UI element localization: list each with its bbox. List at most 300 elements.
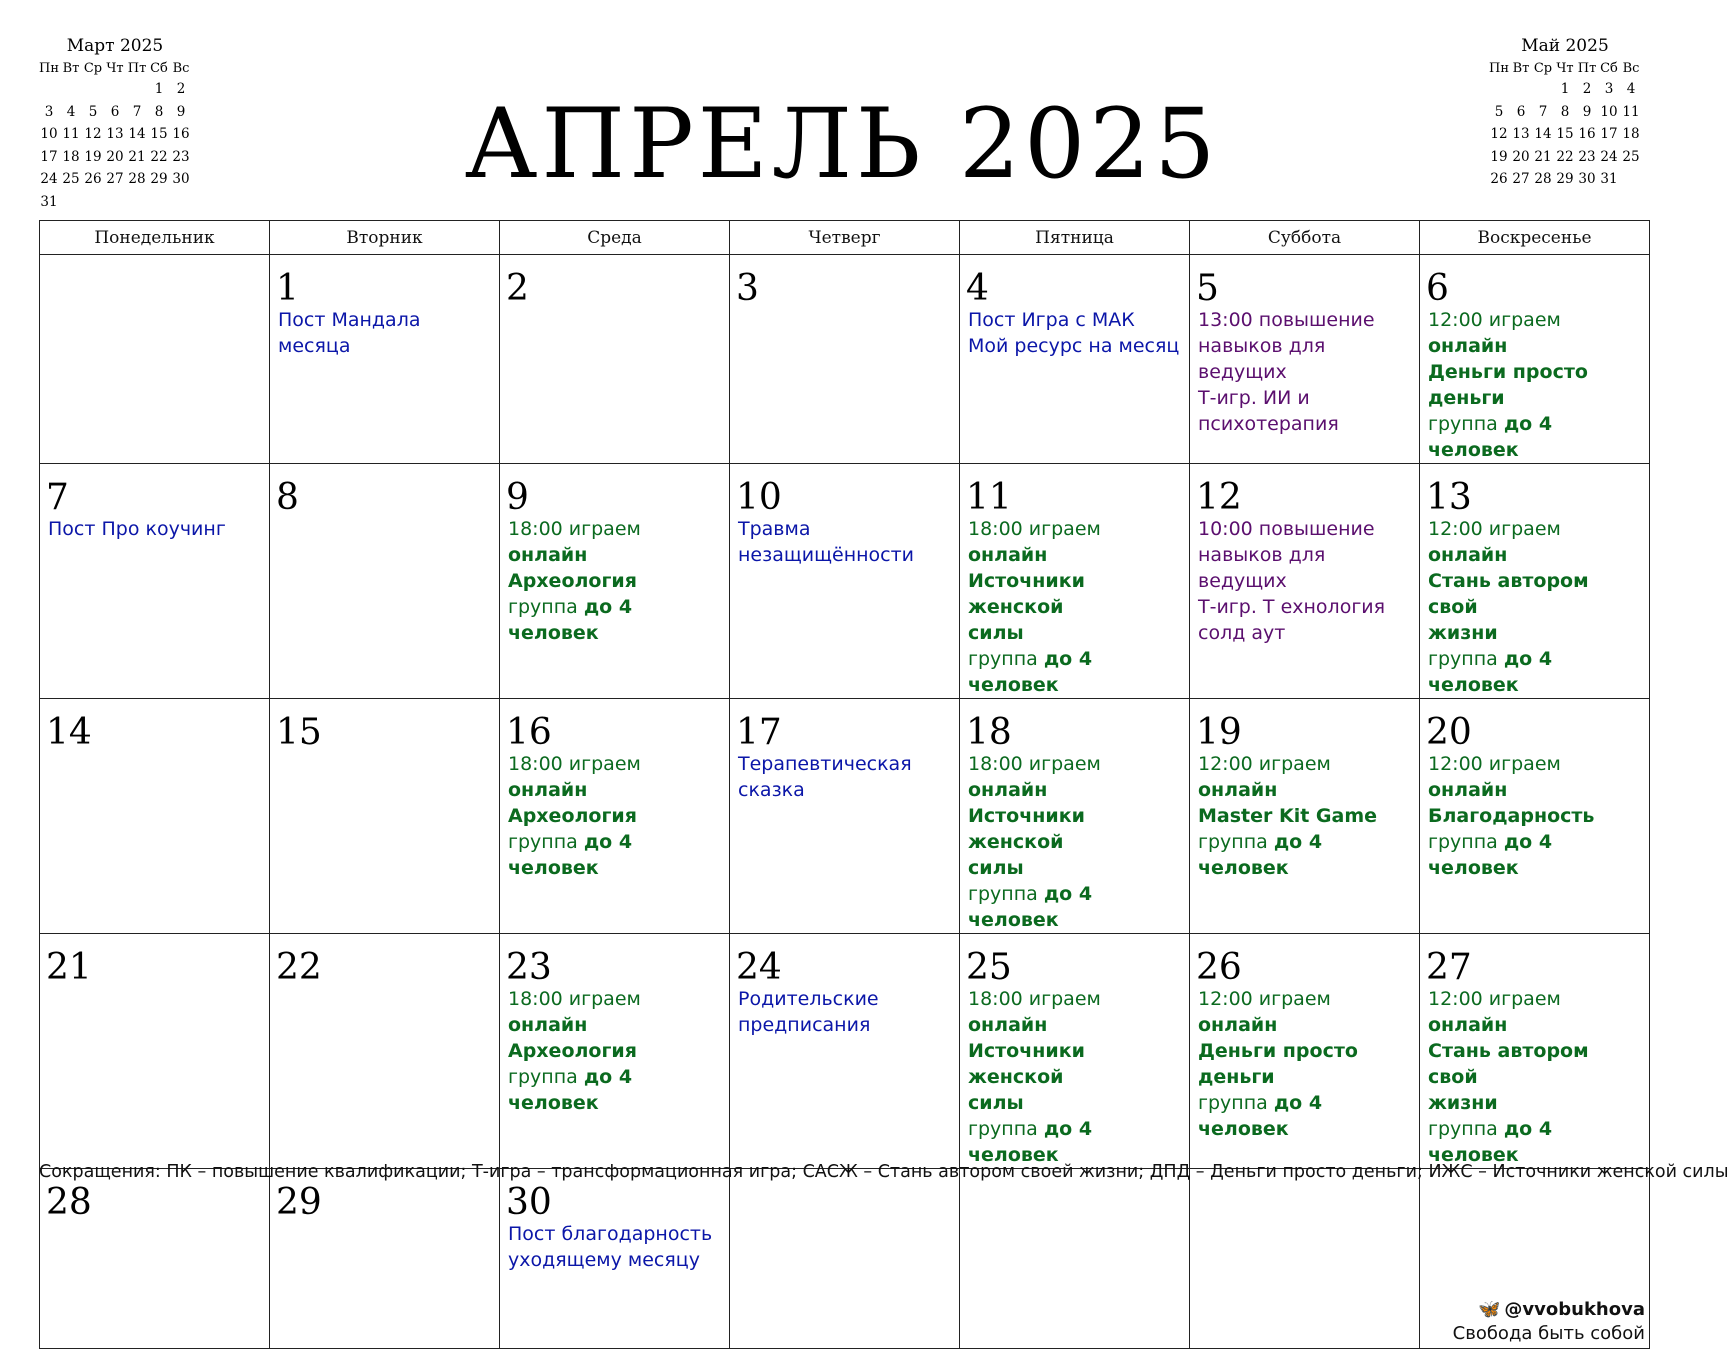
event-line [506,751,723,803]
event-line [506,986,723,1038]
event-line [1196,751,1413,803]
day-number: 15 [276,712,322,753]
mini-day: 20 [1512,148,1530,165]
day-number: 23 [506,947,552,988]
event-line [1196,803,1413,829]
mini-day: 5 [88,103,98,120]
mini-day: 3 [1604,81,1614,98]
event-text: 18:00 играем [508,988,641,1010]
mini-weekday: Сб [150,60,168,76]
event-text: онлайн [508,1014,588,1036]
event-line [1196,411,1413,437]
event-line [1426,829,1643,881]
mini-day: 9 [1582,103,1592,120]
event-text: 12:00 играем [1428,753,1561,775]
mini-day: 19 [1490,148,1508,165]
mini-day: 31 [40,193,58,210]
event-text: группа [968,1118,1044,1140]
day-number: 3 [736,268,759,309]
mini-day: 1 [1560,81,1570,98]
day-cell [730,699,960,934]
day-cell [1420,255,1650,464]
mini-day: 27 [106,171,124,188]
event-text: 12:00 играем [1428,309,1561,331]
event-line [966,1116,1183,1168]
event-text: Благодарность [1428,805,1595,827]
mini-day: 2 [1582,81,1592,98]
day-cell [500,699,730,934]
mini-day: 18 [1622,126,1640,143]
mini-day: 28 [1534,171,1552,188]
event-text: онлайн [1198,779,1278,801]
event-text: группа [1428,413,1504,435]
day-cell [960,934,1190,1169]
event-line [1196,1038,1413,1090]
week-row [40,934,1650,1169]
event-line [506,568,723,594]
event-text: Археология [508,570,637,592]
event-text: 13:00 повышение [1198,309,1375,331]
event-text: 18:00 играем [508,753,641,775]
day-number: 7 [46,477,69,518]
event-text: Родительские [738,988,879,1010]
event-text: группа [1428,648,1504,670]
event-text: группа [508,596,584,618]
mini-day: 25 [62,171,80,188]
mini-weekday: Чт [106,60,124,76]
event-text: группа [508,831,584,853]
page-title: АПРЕЛЬ 2025 [464,88,1220,200]
mini-day: 11 [62,126,80,143]
day-cell [40,699,270,934]
mini-day: 16 [172,126,190,143]
event-text: предписания [738,1014,871,1036]
brand-handle-row [1453,1298,1645,1322]
event-line [506,1247,723,1273]
mini-weekday: Вт [62,60,80,76]
day-cell [1420,934,1650,1169]
brand-tagline: Свобода быть собой [1452,1323,1645,1344]
mini-day: 19 [84,148,102,165]
event-text: Источники женской [968,805,1085,853]
day-number: 9 [506,477,529,518]
mini-day: 17 [1600,126,1618,143]
mini-weekday: Вт [1512,60,1530,76]
event-text: до 4 человек [968,1118,1093,1166]
mini-day: 5 [1494,103,1504,120]
mini-day: 14 [1534,126,1552,143]
event-text: онлайн [1428,779,1508,801]
event-text: Источники женской [968,570,1085,618]
mini-day: 12 [1490,126,1508,143]
mini-day: 23 [172,148,190,165]
event-line [966,751,1183,803]
day-cell [40,934,270,1169]
mini-weekday: Сб [1600,60,1618,76]
mini-calendar-title: Март 2025 [66,36,164,56]
day-cell [960,255,1190,464]
event-text: группа [968,648,1044,670]
event-text: Master Kit Game [1198,805,1378,827]
event-text: 18:00 играем [968,988,1101,1010]
event-line [1426,751,1643,803]
mini-day: 21 [1534,148,1552,165]
day-cell [270,464,500,699]
event-text: Травма [738,518,811,540]
mini-day: 20 [106,148,124,165]
event-text: группа [968,883,1044,905]
day-cell [40,255,270,464]
weekday-header: Суббота [1190,221,1420,255]
event-text: онлайн [508,544,588,566]
mini-day: 10 [40,126,58,143]
event-line [736,986,953,1012]
event-line [966,568,1183,620]
weekday-header: Вторник [270,221,500,255]
event-text: солд аут [1198,622,1286,644]
mini-day: 16 [1578,126,1596,143]
event-line [966,307,1183,333]
event-text: психотерапия [1198,413,1339,435]
event-text: силы [968,622,1024,644]
event-text: онлайн [1428,335,1508,357]
day-number: 5 [1196,268,1219,309]
mini-day: 11 [1622,103,1640,120]
event-line [1426,516,1643,568]
event-text: уходящему месяцу [508,1249,700,1271]
day-number: 14 [46,712,92,753]
mini-day: 17 [40,148,58,165]
event-text: Пост Про коучинг [48,518,226,540]
event-text: Пост благодарность [508,1223,713,1245]
event-line [966,620,1183,646]
day-cell [960,464,1190,699]
mini-weekday: Пн [1488,60,1509,76]
event-text: Археология [508,1040,637,1062]
mini-weekday: Ср [1533,60,1553,76]
event-line [506,1221,723,1247]
day-cell [40,464,270,699]
day-number: 19 [1196,712,1242,753]
day-number: 27 [1426,947,1472,988]
event-line [1196,620,1413,646]
day-cell [730,255,960,464]
day-number: 21 [46,947,92,988]
mini-day: 29 [1556,171,1574,188]
day-cell [1190,934,1420,1169]
event-line [736,542,953,568]
mini-day: 23 [1578,148,1596,165]
mini-day: 4 [1626,81,1636,98]
day-number: 20 [1426,712,1472,753]
day-cell [1190,255,1420,464]
weekday-header: Среда [500,221,730,255]
mini-day: 31 [1600,171,1618,188]
event-line [506,1038,723,1064]
event-text: Деньги просто деньги [1428,361,1588,409]
event-line [736,1012,953,1038]
event-text: группа [1428,831,1504,853]
event-line [1196,1090,1413,1142]
event-line [1426,568,1643,620]
event-text: 18:00 играем [508,518,641,540]
event-text: 12:00 играем [1198,988,1331,1010]
weekday-header: Воскресенье [1420,221,1650,255]
day-number: 11 [966,477,1012,518]
mini-day: 3 [44,103,54,120]
week-row [40,464,1650,699]
week-row [40,255,1650,464]
day-cell [960,699,1190,934]
event-text: жизни [1428,622,1498,644]
mini-day: 26 [84,171,102,188]
event-text: Т-игр. ИИ и [1198,387,1310,409]
day-cell [40,1169,270,1349]
event-text: онлайн [1428,1014,1508,1036]
mini-day: 4 [66,103,76,120]
event-text: до 4 человек [508,1066,633,1114]
day-cell [1190,699,1420,934]
weekday-header: Пятница [960,221,1190,255]
event-text: до 4 человек [1198,1092,1323,1140]
abbreviations-footer: Сокращения: ПК – повышение квалификации; Т-игра – трансформационная игра; САСЖ – Стань автором своей жизни; ДПД – Деньги просто деньги; ИЖС – Источники женской силы [39,1162,1729,1182]
event-text: Терапевтическая [738,753,912,775]
event-line [1196,594,1413,620]
mini-day: 9 [176,103,186,120]
mini-day: 8 [1560,103,1570,120]
day-number: 28 [46,1182,92,1223]
event-line [966,803,1183,855]
event-text: 12:00 играем [1198,753,1331,775]
day-number: 22 [276,947,322,988]
event-line [1196,333,1413,385]
mini-day: 21 [128,148,146,165]
day-number: 29 [276,1182,322,1223]
event-text: онлайн [968,544,1048,566]
event-text: Стань автором свой [1428,1040,1589,1088]
event-text: Археология [508,805,637,827]
event-line [506,516,723,568]
day-cell [270,1169,500,1349]
event-text: до 4 человек [1428,413,1553,461]
event-text: группа [1428,1118,1504,1140]
event-text: 18:00 играем [968,518,1101,540]
day-cell [730,464,960,699]
mini-day: 15 [1556,126,1574,143]
mini-day: 27 [1512,171,1530,188]
event-text: навыков для ведущих [1198,544,1326,592]
event-text: 10:00 повышение [1198,518,1375,540]
mini-day: 24 [40,171,58,188]
mini-day: 25 [1622,148,1640,165]
mini-day: 1 [154,81,164,98]
event-text: онлайн [968,779,1048,801]
mini-weekday: Ср [83,60,103,76]
day-number: 18 [966,712,1012,753]
day-number: 13 [1426,477,1472,518]
day-cell [1420,1169,1650,1349]
mini-day: 28 [128,171,146,188]
event-line [506,1064,723,1116]
event-line [276,307,493,359]
mini-day: 14 [128,126,146,143]
event-line [736,751,953,777]
event-text: онлайн [508,779,588,801]
event-line [506,803,723,829]
event-text: до 4 человек [968,883,1093,931]
event-line [1426,986,1643,1038]
event-text: 18:00 играем [968,753,1101,775]
day-cell [500,934,730,1169]
event-text: силы [968,857,1024,879]
mini-day: 8 [154,103,164,120]
mini-day: 26 [1490,171,1508,188]
day-number: 24 [736,947,782,988]
mini-day: 12 [84,126,102,143]
event-line [506,829,723,881]
mini-day: 18 [62,148,80,165]
mini-day: 13 [106,126,124,143]
event-line [966,986,1183,1038]
day-cell [730,1169,960,1349]
mini-day: 15 [150,126,168,143]
event-line [966,1090,1183,1116]
event-text: Пост Мандала месяца [278,309,421,357]
mini-weekday-row [38,58,192,78]
event-text: 12:00 играем [1428,988,1561,1010]
event-text: онлайн [1198,1014,1278,1036]
event-text: Деньги просто деньги [1198,1040,1358,1088]
event-line [1426,359,1643,411]
event-text: до 4 человек [1428,1118,1553,1166]
event-line [966,646,1183,698]
weekday-header-row [40,221,1650,255]
event-line [1196,385,1413,411]
mini-calendar-title: Май 2025 [1521,36,1609,56]
day-cell [1420,699,1650,934]
event-line [1426,1116,1643,1168]
weekday-header: Четверг [730,221,960,255]
event-text: Т-игр. Т ехнология [1198,596,1386,618]
mini-weekday: Чт [1556,60,1574,76]
mini-day: 13 [1512,126,1530,143]
day-number: 6 [1426,268,1449,309]
day-number: 16 [506,712,552,753]
day-number: 8 [276,477,299,518]
event-text: навыков для ведущих [1198,335,1326,383]
week-row [40,1169,1650,1349]
event-line [966,516,1183,568]
week-row [40,699,1650,934]
mini-day: 7 [132,103,142,120]
mini-day: 2 [176,81,186,98]
mini-weekday: Вс [1622,60,1640,76]
day-number: 30 [506,1182,552,1223]
day-number: 1 [276,268,299,309]
event-line [1196,516,1413,542]
weekday-header: Понедельник [40,221,270,255]
day-number: 4 [966,268,989,309]
event-line [1196,307,1413,333]
event-line [46,516,263,542]
day-number: 26 [1196,947,1242,988]
mini-weekday: Вс [172,60,190,76]
event-text: до 4 человек [508,596,633,644]
event-line [1196,542,1413,594]
day-cell [500,1169,730,1349]
event-text: онлайн [1428,544,1508,566]
mini-weekday-row [1488,58,1642,78]
event-line [1426,307,1643,359]
mini-day: 6 [110,103,120,120]
mini-weekday: Пн [38,60,59,76]
event-text: группа [1198,1092,1274,1114]
day-cell [270,934,500,1169]
day-cell [500,255,730,464]
event-text: до 4 человек [1428,831,1553,879]
event-text: до 4 человек [508,831,633,879]
event-line [1426,646,1643,698]
day-number: 12 [1196,477,1242,518]
mini-day: 30 [172,171,190,188]
mini-weekday: Пт [127,60,147,76]
mini-day: 22 [1556,148,1574,165]
day-cell [270,255,500,464]
event-text: группа [508,1066,584,1088]
event-text: силы [968,1092,1024,1114]
event-text: онлайн [968,1014,1048,1036]
event-text: жизни [1428,1092,1498,1114]
day-number: 2 [506,268,529,309]
day-cell [1190,1169,1420,1349]
event-text: 12:00 играем [1428,518,1561,540]
mini-day: 22 [150,148,168,165]
event-text: до 4 человек [1428,648,1553,696]
day-cell [270,699,500,934]
butterfly-icon: 🦋 [1478,1299,1501,1320]
day-cell [730,934,960,1169]
day-number: 25 [966,947,1012,988]
event-line [1196,829,1413,881]
event-text: группа [1198,831,1274,853]
event-line [966,855,1183,881]
event-line [966,1038,1183,1090]
event-line [736,777,953,803]
event-line [506,594,723,646]
day-cell [500,464,730,699]
day-number: 17 [736,712,782,753]
event-line [1426,620,1643,646]
mini-day: 10 [1600,103,1618,120]
day-cell [1190,464,1420,699]
event-line [1426,1090,1643,1116]
event-line [966,881,1183,933]
mini-day: 24 [1600,148,1618,165]
mini-day: 6 [1516,103,1526,120]
event-text: Источники женской [968,1040,1085,1088]
event-text: незащищённости [738,544,915,566]
event-line [736,516,953,542]
event-line [966,333,1183,359]
brand-signature [1453,1298,1645,1346]
event-line [1426,411,1643,463]
day-number: 10 [736,477,782,518]
mini-day: 29 [150,171,168,188]
event-text: Пост Игра с МАК [968,309,1135,331]
event-line [1196,986,1413,1038]
event-line [1426,1038,1643,1090]
mini-day: 30 [1578,171,1596,188]
